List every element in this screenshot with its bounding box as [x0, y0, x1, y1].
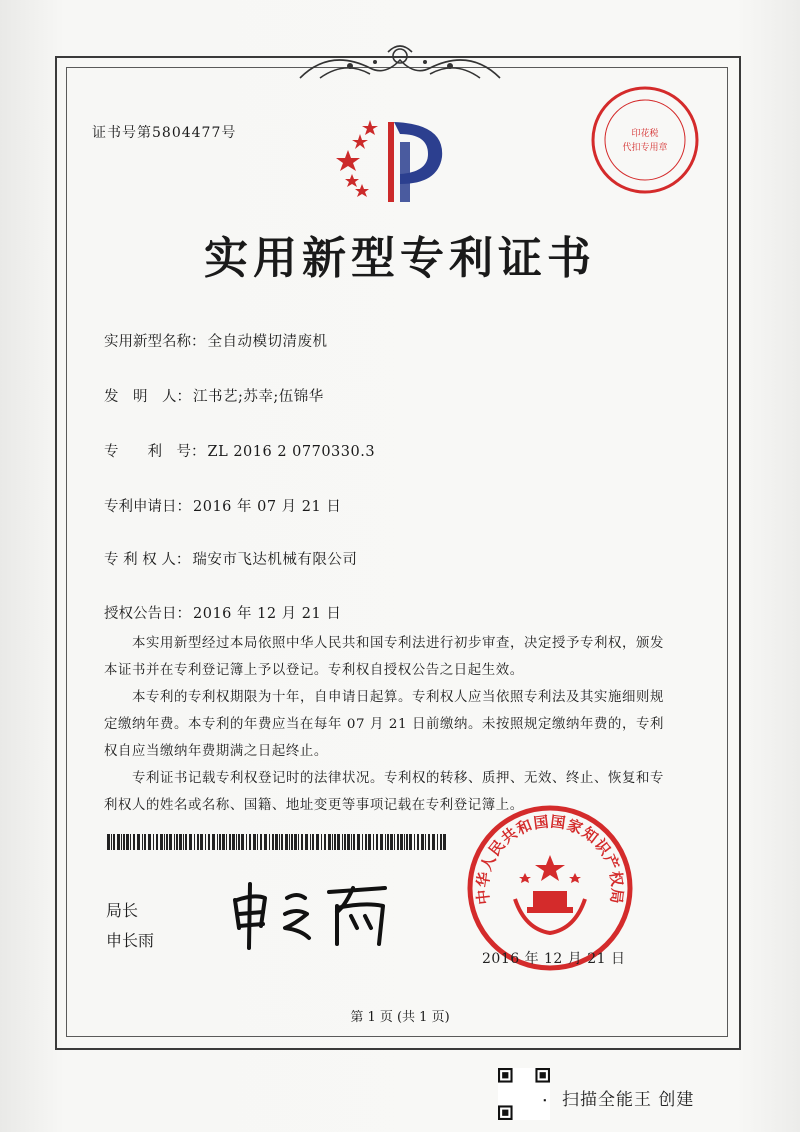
paragraph-term: 本专利的专利权期限为十年，自申请日起算。专利权人应当依照专利法及其实施细则规定缴纳年费。本专利的年费应当在每年 07 月 21 日前缴纳。未按照规定缴纳年费的，专利权自应当缴纳年费期满之日起终止。: [104, 690, 664, 759]
paragraph-legal-status: 专利证书记载专利权登记时的法律状况。专利权的转移、质押、无效、终止、恢复和专利权人的姓名或名称、国籍、地址变更等事项记载在专利登记簿上。: [104, 771, 664, 813]
field-value: 江书艺;苏幸;伍锦华: [193, 389, 324, 405]
field-utility-name: [104, 330, 328, 351]
paragraph-grant: 本实用新型经过本局依照中华人民共和国专利法进行初步审查，决定授予专利权，颁发本证书并在专利登记簿上予以登记。专利权自授权公告之日起生效。: [104, 636, 664, 678]
field-value: ZL 2016 2 0770330.3: [207, 444, 376, 460]
field-value: 瑞安市飞达机械有限公司: [192, 552, 358, 568]
field-value: 全自动模切清废机: [207, 334, 328, 350]
field-label: 实用新型名称：: [104, 334, 206, 350]
director-title: 局长: [106, 901, 139, 920]
seal-org-text: 中华人民共和国国家知识产权局: [473, 812, 627, 906]
barcode: [107, 834, 447, 850]
field-label: 专 利 权 人：: [104, 552, 191, 568]
ornament-icon: [290, 38, 510, 88]
field-grant-date: [104, 602, 341, 623]
field-label: 授权公告日：: [104, 606, 191, 622]
field-application-date: [104, 495, 341, 516]
field-value: 2016 年 12 月 21 日: [193, 606, 342, 622]
tax-stamp-seal: [585, 80, 705, 200]
certificate-number: 证书号第5804477号: [92, 125, 237, 141]
field-label: 专利申请日：: [104, 499, 191, 515]
director-signature: [225, 872, 405, 952]
svg-text:印花税: 印花税: [631, 129, 659, 139]
director-name: 申长雨: [106, 931, 155, 950]
field-label: 发 明 人：: [104, 389, 191, 405]
page-number: 第 1 页 (共 1 页): [350, 1010, 450, 1025]
svg-text:代扣专用章: 代扣专用章: [622, 143, 668, 153]
qr-code: [498, 1068, 550, 1120]
field-value: 2016 年 07 月 21 日: [193, 499, 342, 515]
field-inventors: [104, 385, 324, 406]
scanner-watermark: 扫描全能王 创建: [562, 1090, 695, 1110]
certificate-title: 实用新型专利证书: [204, 233, 596, 284]
field-patent-number: [104, 440, 375, 461]
field-label: 专 利 号：: [104, 444, 206, 460]
seal-date: 2016 年 12 月 21 日: [482, 951, 626, 967]
field-patentee: [104, 548, 357, 569]
patent-office-emblem-icon: [330, 112, 460, 207]
